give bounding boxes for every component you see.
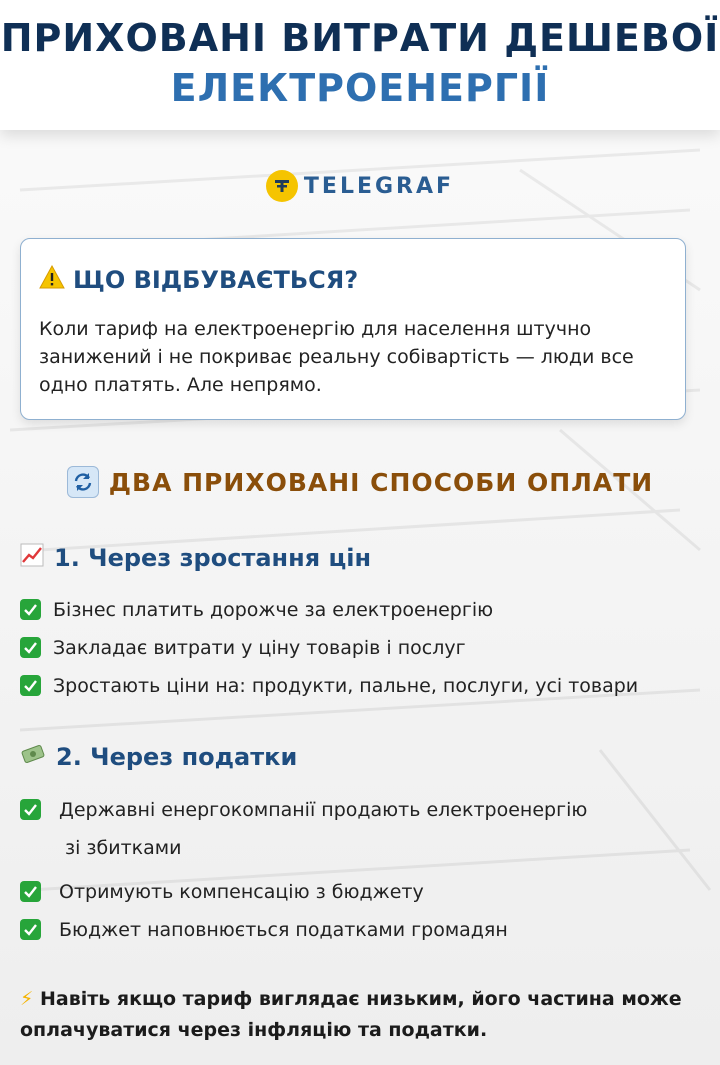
section-title: ДВА ПРИХОВАНІ СПОСОБИ ОПЛАТИ [108,467,654,497]
list-item [20,667,638,705]
check-mark-icon [20,799,41,820]
sync-icon [67,466,99,498]
chart-increasing-icon [20,543,44,573]
warning-icon [39,265,65,295]
footer-text: Навіть якщо тариф виглядає низьким, його частина може оплачуватися через інфляцію та податки. [20,988,682,1041]
list-item-continuation [65,829,181,867]
check-mark-icon [20,881,41,902]
list-item-text: Державні енергокомпанії продають електроенергію [59,799,588,821]
list-item [20,791,587,829]
info-card-heading [39,265,358,295]
list-item [20,591,493,629]
check-mark-icon [20,637,41,658]
info-card-text: Коли тариф на електроенергію для населення штучно занижений і не покриває реальну собівартість — люди все одно платять. Але непрямо. [39,318,634,396]
page-header [0,0,720,130]
info-card [20,238,686,420]
list-item-text: Зростають ціни на: продукти, пальне, послуги, усі товари [53,675,639,697]
money-flying-icon [20,742,46,772]
list-item-text: Закладає витрати у ціну товарів і послуг [53,637,466,659]
way1-heading [20,543,371,573]
list-item [20,911,508,949]
way1-title: 1. Через зростання цін [54,544,372,572]
list-item-text: Отримують компенсацію з бюджету [59,881,424,903]
list-item-text: зі збитками [65,837,182,859]
footer-note [20,984,710,1046]
list-item-text: Бюджет наповнюється податками громадян [59,919,508,941]
way2-heading [20,742,297,772]
info-card-title: ЩО ВІДБУВАЄТЬСЯ? [73,266,359,294]
brand-logo [0,170,720,210]
check-mark-icon [20,675,41,696]
lightning-icon: ⚡ [20,988,34,1010]
brand-logo-text: TELEGRAF [303,173,455,199]
page-title-line2: ЕЛЕКТРОЕНЕРГІЇ [170,66,550,110]
check-mark-icon [20,919,41,940]
check-mark-icon [20,599,41,620]
page-title-line1: ПРИХОВАНІ ВИТРАТИ ДЕШЕВОЇ [0,16,720,60]
way2-title: 2. Через податки [56,743,298,771]
section-heading [0,466,720,498]
list-item [20,873,424,911]
telegraf-logo-icon [266,170,298,202]
list-item [20,629,466,667]
list-item-text: Бізнес платить дорожче за електроенергію [53,599,494,621]
